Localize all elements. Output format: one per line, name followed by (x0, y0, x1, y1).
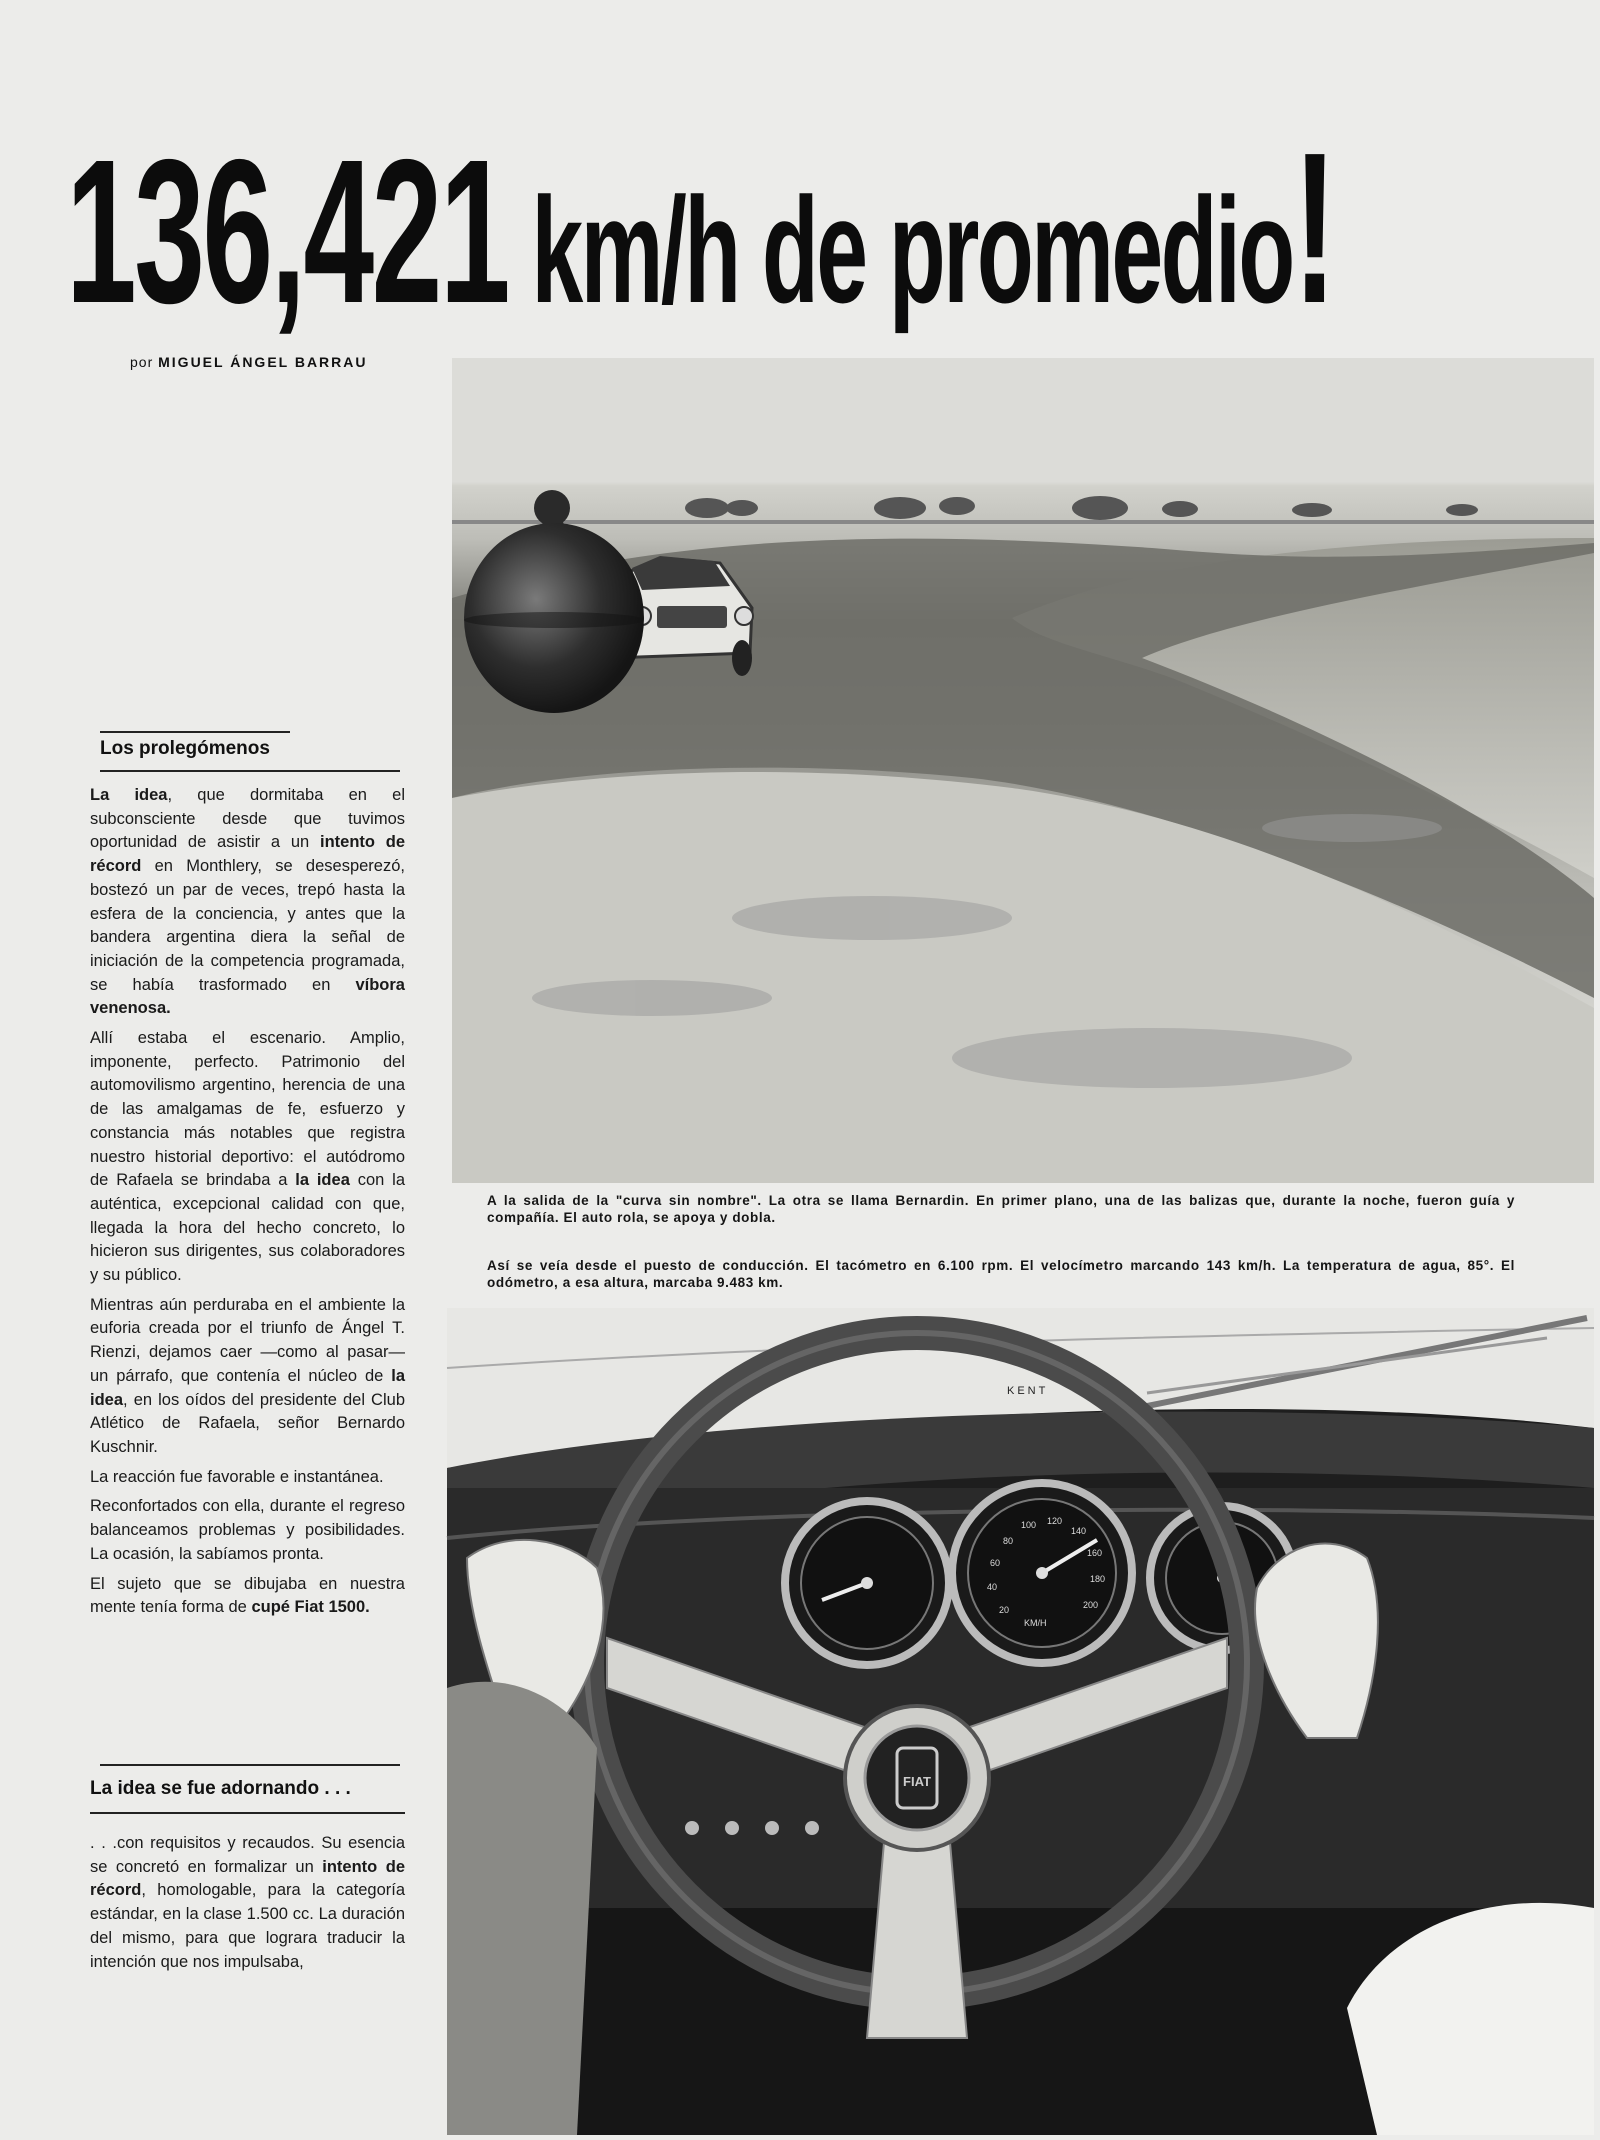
emphasis-text: la idea (90, 1366, 405, 1409)
speedometer-tick: 160 (1087, 1548, 1103, 1558)
distant-trees (685, 496, 1478, 520)
speedometer (952, 1483, 1132, 1663)
article-paragraph (90, 1294, 405, 1460)
section-rule (100, 770, 400, 772)
emphasis-text: intento de récord (90, 833, 405, 876)
photo-cockpit (447, 1308, 1594, 2135)
cockpit-illustration (447, 1308, 1594, 2135)
paragraph-text: , que dormitaba en el subconsciente desde que tuvimos oportunidad de asistir a un (90, 786, 405, 852)
paragraph-text: con la auténtica, excepcional calidad con que, llegada la hora del hecho concreto, lo hicieron sus dirigentes, sus colaboradores y su público. (90, 1171, 405, 1285)
fiat-emblem-text: FIAT (903, 1774, 931, 1789)
horn-button (845, 1706, 989, 1850)
paragraph-text: La reacción fue favorable e instantánea. (90, 1467, 384, 1486)
article-paragraph (90, 1573, 405, 1620)
byline (130, 354, 368, 370)
caption-photo-cockpit: Así se veía desde el puesto de conducción. El tacómetro en 6.100 rpm. El velocímetro marcando 143 km/h. La temperatura de agua, 85°. El odómetro, a esa altura, marcaba 9.483 km. (487, 1258, 1515, 1290)
paragraph-text: . . .con requisitos y recaudos. Su esencia se concretó en formalizar un (90, 1834, 405, 1876)
headline-exclamation: ! (1292, 107, 1335, 348)
emphasis-text: la idea (295, 1171, 350, 1190)
emphasis-text: intento de récord (90, 1857, 405, 1900)
paragraph-text: , en los oídos del presidente del Club Atlético de Rafaela, señor Bernardo Kuschnir. (90, 1390, 405, 1456)
byline-prefix: por (130, 354, 154, 370)
article-paragraph (90, 1466, 405, 1490)
emphasis-text: víbora venenosa. (90, 975, 405, 1018)
race-track-illustration (452, 358, 1594, 1183)
speedometer-tick: 80 (1003, 1536, 1014, 1546)
paragraph-text: Allí estaba el escenario. Amplio, imponente, perfecto. Patrimonio del automovilismo argentino, herencia de una de las amalgamas de fe, esfuerzo y constancia más notables que registra nuestro historial deportivo: el autódromo de Rafaela se brindaba a (90, 1029, 405, 1190)
paragraph-text: , homologable, para la categoría estándar, en la clase 1.500 cc. La duración del mismo, para que lograra traducir la intención que nos impulsaba, (90, 1881, 405, 1971)
caption-photo-track: A la salida de la "curva sin nombre". La otra se llama Bernardin. En primer plano, una de las balizas que, durante la noche, fueron guía y compañía. El auto rola, se apoya y dobla. (487, 1193, 1515, 1225)
paragraph-text: Reconfortados con ella, durante el regreso balanceamos problemas y posibilidades. La ocasión, la sabíamos pronta. (90, 1497, 405, 1563)
speedometer-unit: KM/H (1024, 1618, 1047, 1628)
article-body-prolegomenos (90, 784, 405, 1626)
speedometer-tick: 60 (990, 1558, 1001, 1568)
byline-author: MIGUEL ÁNGEL BARRAU (158, 354, 368, 370)
article-paragraph (90, 1495, 405, 1566)
section-rule (100, 1764, 400, 1766)
article-body-adornando (90, 1832, 405, 1980)
speedometer-tick: 40 (987, 1582, 998, 1592)
article-paragraph (90, 1027, 405, 1288)
headline (66, 107, 1335, 348)
paragraph-text: El sujeto que se dibujaba en nuestra mente tenía forma de (90, 1574, 405, 1617)
speedometer-tick: 100 (1021, 1520, 1037, 1530)
paragraph-text: en Monthlery, se desesperezó, bostezó un par de veces, trepó hasta la esfera de la conciencia, y antes que la bandera argentina diera la señal de iniciación de la competencia programada, se había trasformado en (90, 857, 405, 994)
article-paragraph (90, 784, 405, 1021)
section-rule (90, 1812, 405, 1814)
windshield-brand-text: KENT (1007, 1385, 1049, 1397)
headline-number: 136,421 (66, 117, 509, 346)
speedometer-tick: 20 (999, 1605, 1010, 1615)
speedometer-tick: 120 (1047, 1516, 1063, 1526)
speedometer-tick: 200 (1083, 1600, 1099, 1610)
tachometer (785, 1501, 949, 1665)
section-heading-adornando: La idea se fue adornando . . . (90, 1778, 351, 1799)
speedometer-tick: 180 (1090, 1574, 1106, 1584)
headline-rest: km/h de promedio (531, 166, 1293, 334)
section-top-rule (100, 731, 290, 733)
article-paragraph (90, 1832, 405, 1974)
speedometer-tick: 140 (1071, 1526, 1087, 1536)
section-heading-prolegomenos: Los prolegómenos (100, 738, 270, 759)
emphasis-text: cupé Fiat 1500. (251, 1598, 370, 1617)
photo-race-track (452, 358, 1594, 1183)
emphasis-text: La idea (90, 786, 168, 804)
paragraph-text: Mientras aún perduraba en el ambiente la euforia creada por el triunfo de Ángel T. Rienzi, dejamos caer —como al pasar— un párrafo, que contenía el núcleo de (90, 1295, 405, 1385)
